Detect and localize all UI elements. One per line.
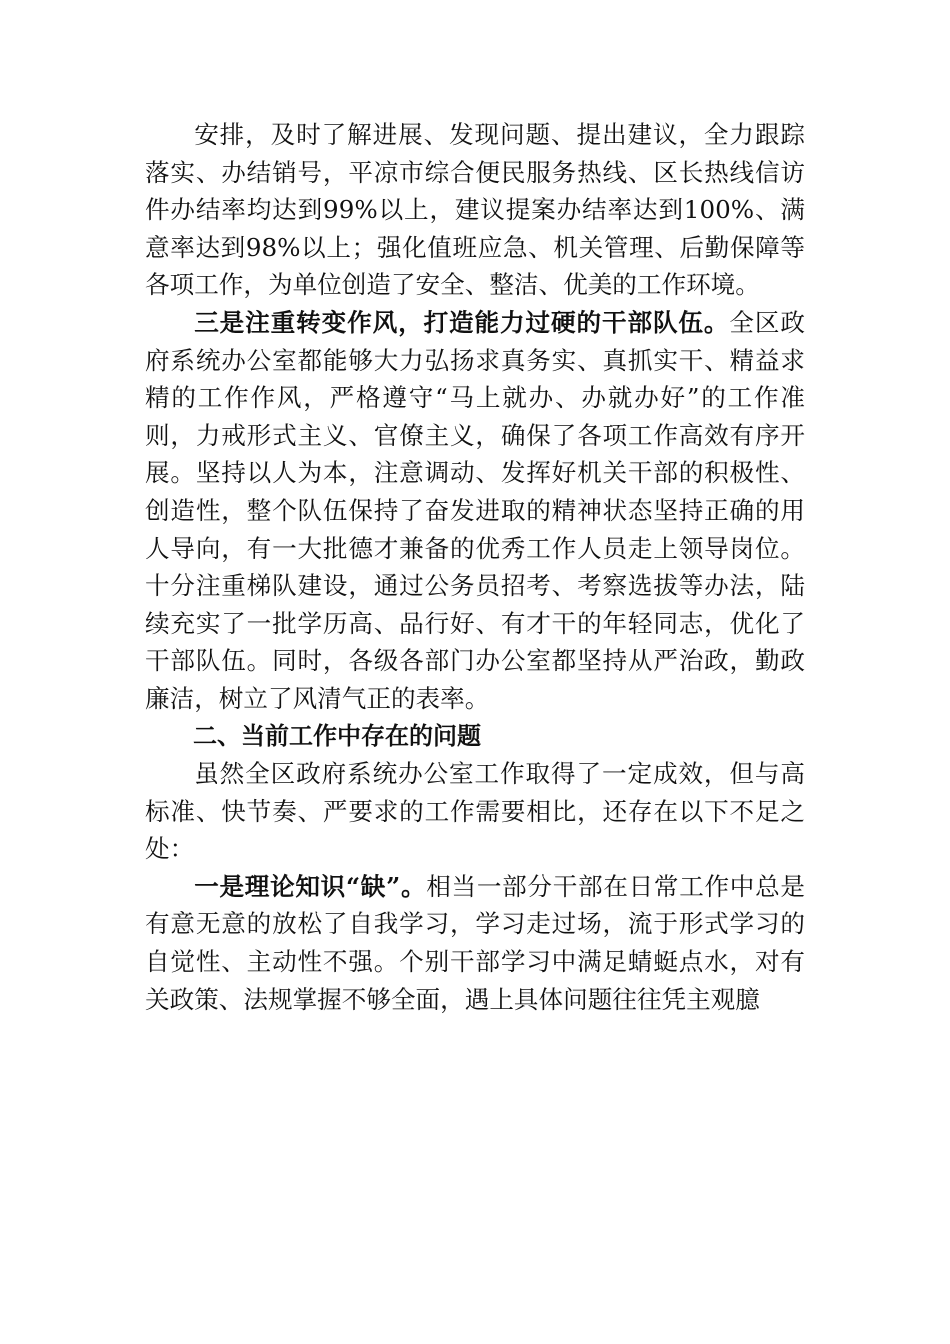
paragraph-theory-knowledge <box>145 868 805 1018</box>
paragraph-lead-sentence: 一是理论知识“缺”。 <box>194 871 427 901</box>
paragraph-text: 虽然全区政府系统办公室工作取得了一定成效，但与高标准、快节奏、严要求的工作需要相比，还存在以下不足之处： <box>145 759 805 864</box>
paragraph-work-style <box>145 304 805 718</box>
document-page <box>145 116 805 1018</box>
paragraph-text: 相当一部分干部在日常工作中总是有意无意的放松了自我学习，学习走过场，流于形式学习的自觉性、主动性不强。个别干部学习中满足蜻蜓点水，对有关政策、法规掌握不够全面，遇上具体问题往往凭主观臆 <box>145 871 805 1014</box>
paragraph-work-environment <box>145 116 805 304</box>
paragraph-lead-sentence: 三是注重转变作风，打造能力过硬的干部队伍。 <box>194 307 730 337</box>
paragraph-text: 安排，及时了解进展、发现问题、提出建议，全力跟踪落实、办结销号，平凉市综合便民服务热线、区长热线信访件办结率均达到99%以上，建议提案办结率达到100%、满意率达到98%以上；强化值班应急、机关管理、后勤保障等各项工作，为单位创造了安全、整洁、优美的工作环境。 <box>145 120 805 300</box>
paragraph-text: 全区政府系统办公室都能够大力弘扬求真务实、真抓实干、精益求精的工作作风，严格遵守“马上就办、办就办好”的工作准则，力戒形式主义、官僚主义，确保了各项工作高效有序开展。坚持以人为本，注意调动、发挥好机关干部的积极性、创造性，整个队伍保持了奋发进取的精神状态坚持正确的用人导向，有一大批德才兼备的优秀工作人员走上领导岗位。十分注重梯队建设，通过公务员招考、考察选拔等办法，陆续充实了一批学历高、品行好、有才干的年轻同志，优化了干部队伍。同时，各级各部门办公室都坚持从严治政，勤政廉洁，树立了风清气正的表率。 <box>145 307 805 713</box>
section-heading: 二、当前工作中存在的问题 <box>193 721 481 750</box>
paragraph-shortcomings-intro <box>145 755 805 868</box>
